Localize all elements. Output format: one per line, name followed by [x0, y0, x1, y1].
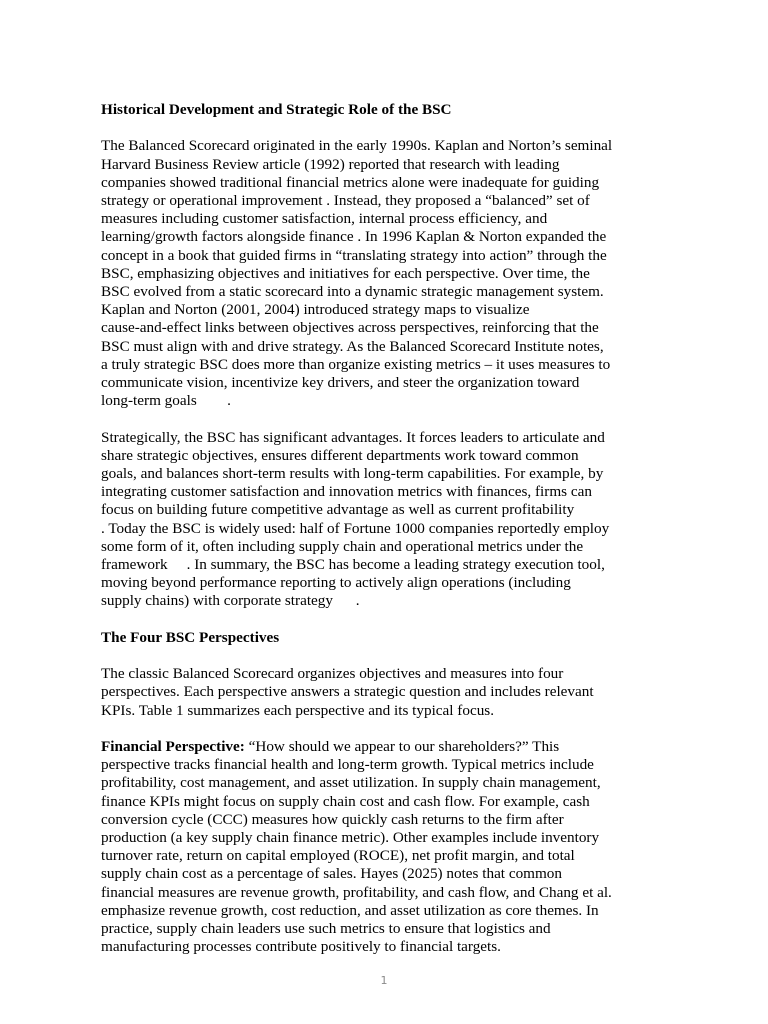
financial-perspective-label: Financial Perspective: [101, 738, 245, 756]
text-line: measures including customer satisfaction, internal process efficiency, and [101, 210, 548, 228]
text-line: cause-and-effect links between objectives across perspectives, reinforcing that the [101, 319, 599, 337]
text-line: KPIs. Table 1 summarizes each perspective and its typical focus. [101, 701, 494, 719]
section-heading-history: Historical Development and Strategic Role of the BSC [101, 101, 452, 118]
text-line: profitability, cost management, and asset utilization. In supply chain management, [101, 774, 601, 792]
text-line: manufacturing processes contribute positively to financial targets. [101, 938, 501, 956]
text-line: . Today the BSC is widely used: half of Fortune 1000 companies reportedly employ [101, 519, 610, 537]
text-line: BSC, emphasizing objectives and initiatives for each perspective. Over time, the [101, 264, 590, 282]
text-line: perspective tracks financial health and long-term growth. Typical metrics include [101, 756, 594, 774]
paragraph-history [101, 137, 671, 410]
text-line: financial measures are revenue growth, profitability, and cash flow, and Chang et al. [101, 883, 612, 901]
text-line: framework . In summary, the BSC has become a leading strategy execution tool, [101, 556, 605, 574]
text-line: communicate vision, incentivize key drivers, and steer the organization toward [101, 374, 580, 392]
text-line: integrating customer satisfaction and innovation metrics with finances, firms can [101, 483, 592, 501]
text-line: emphasize revenue growth, cost reduction, and asset utilization as core themes. In [101, 901, 599, 919]
text-line: The Balanced Scorecard originated in the early 1990s. Kaplan and Norton’s seminal [101, 137, 613, 155]
text-line: Harvard Business Review article (1992) reported that research with leading [101, 155, 560, 173]
text-line: BSC evolved from a static scorecard into a dynamic strategic management system. [101, 283, 604, 301]
text-line: supply chains) with corporate strategy . [101, 592, 360, 610]
text-line: companies showed traditional financial metrics alone were inadequate for guiding [101, 173, 600, 191]
section-heading-perspectives: The Four BSC Perspectives [101, 628, 280, 646]
financial-question: “How should we appear to our shareholders?” This [244, 738, 560, 756]
text-line: goals, and balances short-term results with long-term capabilities. For example, by [101, 465, 604, 483]
text-line: finance KPIs might focus on supply chain cost and cash flow. For example, cash [101, 792, 590, 810]
text-line: a truly strategic BSC does more than organize existing metrics – it uses measures to [101, 355, 611, 373]
paragraph-financial [101, 738, 671, 956]
page-content [101, 101, 671, 956]
text-line: concept in a book that guided firms in “translating strategy into action” through the [101, 246, 607, 264]
text-line: long-term goals . [101, 392, 231, 410]
text-line: share strategic objectives, ensures different departments work toward common [101, 446, 579, 464]
paragraph-strategic [101, 429, 671, 611]
text-line: strategy or operational improvement . Instead, they proposed a “balanced” set of [101, 192, 590, 209]
text-line: Kaplan and Norton (2001, 2004) introduced strategy maps to visualize [101, 301, 530, 319]
text-line: focus on building future competitive advantage as well as current profitability [101, 501, 575, 519]
text-line [101, 738, 671, 756]
text-line: The classic Balanced Scorecard organizes objectives and measures into four [101, 665, 564, 683]
text-line: BSC must align with and drive strategy. As the Balanced Scorecard Institute notes, [101, 337, 604, 355]
text-line: Strategically, the BSC has significant advantages. It forces leaders to articulate and [101, 428, 605, 446]
text-line: perspectives. Each perspective answers a strategic question and includes relevant [101, 683, 594, 701]
text-line: turnover rate, return on capital employed (ROCE), net profit margin, and total [101, 847, 575, 865]
page-number: 1 [380, 974, 388, 987]
text-line: conversion cycle (CCC) measures how quickly cash returns to the firm after [101, 810, 564, 828]
text-line: learning/growth factors alongside finance . In 1996 Kaplan & Norton expanded the [101, 228, 607, 246]
text-line: practice, supply chain leaders use such metrics to ensure that logistics and [101, 920, 551, 938]
text-line: moving beyond performance reporting to actively align operations (including [101, 574, 571, 592]
text-line: production (a key supply chain finance metric). Other examples include inventory [101, 829, 600, 847]
paragraph-perspectives [101, 665, 671, 720]
text-line: supply chain cost as a percentage of sales. Hayes (2025) notes that common [101, 865, 562, 883]
text-line: some form of it, often including supply chain and operational metrics under the [101, 537, 584, 555]
